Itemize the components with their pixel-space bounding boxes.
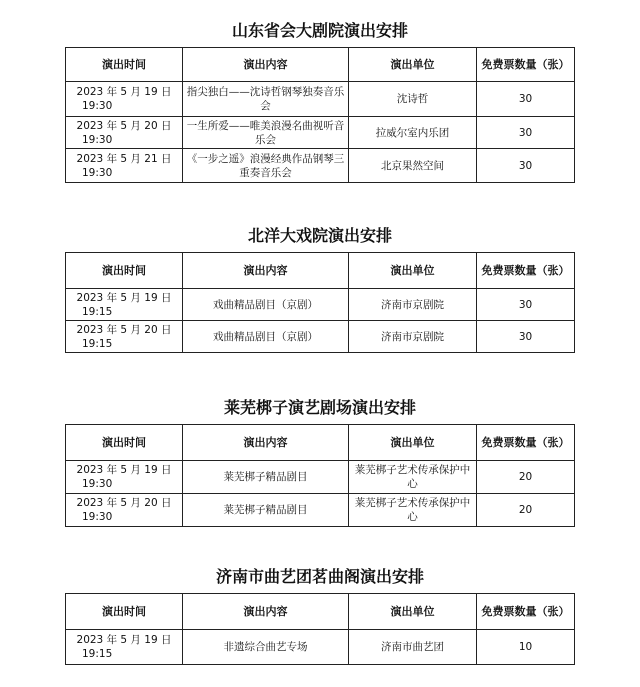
cell-hour: 19:15	[82, 648, 113, 660]
cell-tickets: 30	[477, 82, 575, 117]
schedule-table	[65, 593, 575, 665]
header-performer: 演出单位	[349, 594, 477, 630]
cell-date: 2023 年 5 月 19 日	[76, 634, 172, 646]
table-row	[66, 149, 575, 183]
cell-date: 2023 年 5 月 20 日	[76, 497, 172, 509]
cell-performer: 莱芜梆子艺术传承保护中心	[349, 461, 477, 494]
schedule-table	[65, 47, 575, 183]
cell-tickets: 20	[477, 461, 575, 494]
cell-content: 莱芜梆子精品剧目	[183, 494, 349, 527]
cell-date: 2023 年 5 月 19 日	[76, 291, 172, 304]
cell-hour: 19:15	[82, 337, 113, 350]
cell-content: 指尖独白——沈诗哲钢琴独奏音乐会	[183, 82, 349, 117]
table-header-row	[66, 594, 575, 630]
cell-content: 莱芜梆子精品剧目	[183, 461, 349, 494]
cell-performer: 济南市曲艺团	[349, 630, 477, 665]
cell-time	[66, 149, 183, 183]
cell-hour: 19:30	[82, 100, 113, 112]
header-content: 演出内容	[183, 253, 349, 289]
cell-content: 戏曲精品剧目（京剧）	[183, 321, 349, 353]
cell-hour: 19:30	[82, 478, 113, 490]
cell-tickets: 30	[477, 149, 575, 183]
cell-content: 一生所爱——唯美浪漫名曲视听音乐会	[183, 117, 349, 149]
table-row	[66, 321, 575, 353]
table-row	[66, 289, 575, 321]
cell-hour: 19:30	[82, 511, 113, 523]
cell-time	[66, 82, 183, 117]
header-tickets: 免费票数量（张）	[477, 594, 575, 630]
cell-hour: 19:15	[82, 305, 113, 318]
cell-performer: 莱芜梆子艺术传承保护中心	[349, 494, 477, 527]
schedule-table	[65, 424, 575, 527]
header-performer: 演出单位	[349, 48, 477, 82]
table-row	[66, 630, 575, 665]
schedule-table	[65, 252, 575, 353]
cell-performer: 沈诗哲	[349, 82, 477, 117]
section-title: 北洋大戏院演出安排	[247, 226, 392, 245]
cell-tickets: 30	[477, 117, 575, 149]
cell-tickets: 10	[477, 630, 575, 665]
cell-time	[66, 321, 183, 353]
header-time: 演出时间	[66, 425, 183, 461]
table-row	[66, 82, 575, 117]
table-row	[66, 461, 575, 494]
cell-date: 2023 年 5 月 20 日	[76, 119, 172, 132]
section-title: 山东省会大剧院演出安排	[231, 21, 408, 40]
cell-content: 《一步之遥》浪漫经典作品钢琴三重奏音乐会	[183, 149, 349, 183]
header-performer: 演出单位	[349, 425, 477, 461]
cell-time	[66, 630, 183, 665]
cell-date: 2023 年 5 月 19 日	[76, 86, 172, 98]
header-tickets: 免费票数量（张）	[477, 253, 575, 289]
header-content: 演出内容	[183, 425, 349, 461]
cell-time	[66, 461, 183, 494]
cell-time	[66, 494, 183, 527]
header-content: 演出内容	[183, 48, 349, 82]
cell-tickets: 30	[477, 321, 575, 353]
cell-tickets: 20	[477, 494, 575, 527]
cell-date: 2023 年 5 月 20 日	[76, 323, 172, 336]
cell-content: 戏曲精品剧目（京剧）	[183, 289, 349, 321]
table-header-row	[66, 253, 575, 289]
header-time: 演出时间	[66, 594, 183, 630]
header-time: 演出时间	[66, 48, 183, 82]
header-content: 演出内容	[183, 594, 349, 630]
cell-date: 2023 年 5 月 19 日	[76, 464, 172, 476]
table-header-row	[66, 425, 575, 461]
cell-time	[66, 117, 183, 149]
section-title: 济南市曲艺团茗曲阁演出安排	[215, 567, 424, 586]
cell-performer: 济南市京剧院	[349, 321, 477, 353]
table-row	[66, 117, 575, 149]
table-header-row	[66, 48, 575, 82]
cell-hour: 19:30	[82, 166, 113, 179]
cell-time	[66, 289, 183, 321]
header-time: 演出时间	[66, 253, 183, 289]
header-tickets: 免费票数量（张）	[477, 425, 575, 461]
cell-performer: 济南市京剧院	[349, 289, 477, 321]
table-row	[66, 494, 575, 527]
section-title: 莱芜梆子演艺剧场演出安排	[223, 398, 416, 417]
cell-tickets: 30	[477, 289, 575, 321]
cell-hour: 19:30	[82, 133, 113, 146]
cell-date: 2023 年 5 月 21 日	[76, 152, 172, 165]
header-tickets: 免费票数量（张）	[477, 48, 575, 82]
cell-performer: 北京果然空间	[349, 149, 477, 183]
cell-content: 非遗综合曲艺专场	[183, 630, 349, 665]
cell-performer: 拉威尔室内乐团	[349, 117, 477, 149]
header-performer: 演出单位	[349, 253, 477, 289]
